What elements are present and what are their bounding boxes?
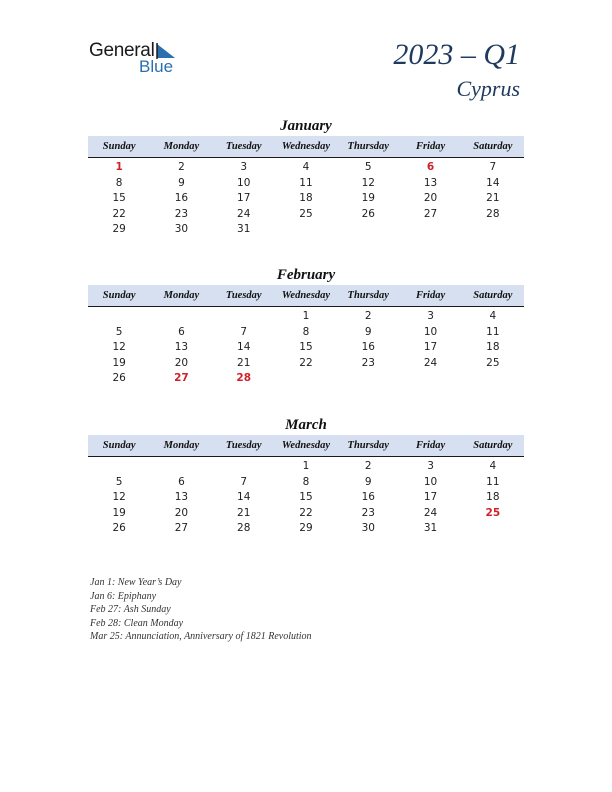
day-cell: 3	[240, 161, 248, 173]
day-cell: 7	[240, 325, 248, 338]
week-row	[88, 521, 524, 537]
day-cell: 5	[115, 475, 123, 488]
weekday-label: Sunday	[102, 440, 136, 451]
day-cell: 27	[174, 522, 189, 534]
day-cell: 20	[174, 356, 189, 369]
day-cell: 19	[112, 506, 126, 519]
day-cell: 30	[174, 223, 189, 235]
weekday-label: Wednesday	[281, 290, 331, 301]
day-cell: 24	[423, 506, 438, 519]
day-cell: 17	[423, 341, 438, 353]
page-title: 2023 – Q1	[393, 38, 520, 71]
day-cell: 20	[174, 506, 189, 519]
week-row	[88, 222, 524, 238]
day-cell: 28	[237, 522, 251, 534]
empty-day-cell	[462, 222, 524, 238]
day-cell: 20	[423, 192, 438, 204]
day-cell: 15	[112, 192, 126, 204]
day-cell: 25	[486, 356, 500, 369]
empty-day-cell	[275, 371, 337, 387]
day-cell: 5	[364, 161, 372, 173]
day-cell: 14	[237, 341, 251, 353]
week-row	[88, 191, 524, 207]
weekday-label: Saturday	[473, 290, 513, 301]
day-cell: 16	[174, 192, 189, 204]
month-february	[88, 265, 524, 387]
week-row	[88, 160, 524, 176]
day-cell: 19	[112, 356, 126, 369]
day-cell: 18	[486, 341, 500, 353]
week-row	[88, 207, 524, 223]
weekday-label: Wednesday	[281, 440, 331, 451]
day-cell: 14	[486, 176, 500, 189]
holiday-notes	[90, 576, 312, 644]
day-cell: 21	[237, 356, 251, 369]
day-cell: 15	[299, 491, 313, 503]
logo-text-blue: Blue	[139, 57, 174, 76]
day-cell: 9	[364, 475, 372, 488]
day-cell: 16	[361, 341, 375, 353]
day-cell: 12	[112, 491, 126, 503]
day-cell: 14	[237, 491, 251, 503]
day-cell: 18	[486, 491, 500, 503]
day-cell: 17	[423, 491, 438, 503]
day-cell: 11	[299, 176, 313, 189]
day-cell: 7	[489, 161, 497, 173]
day-cell: 6	[426, 161, 435, 173]
day-cell: 28	[486, 207, 500, 220]
week-row	[88, 371, 524, 387]
day-cell: 22	[299, 506, 313, 519]
day-cell: 7	[240, 475, 248, 488]
day-cell: 8	[115, 176, 123, 189]
holiday-note: Feb 27: Ash Sunday	[90, 604, 171, 615]
day-cell: 8	[302, 325, 310, 338]
day-cell: 27	[423, 207, 438, 220]
day-cell: 22	[112, 207, 126, 220]
logo-text-general: General	[89, 40, 155, 61]
week-row	[88, 340, 524, 356]
empty-day-cell	[337, 371, 399, 387]
empty-day-cell	[213, 309, 275, 325]
empty-day-cell	[399, 371, 461, 387]
weekday-label: Wednesday	[281, 141, 331, 152]
weekday-label: Saturday	[473, 440, 513, 451]
day-cell: 9	[178, 176, 185, 189]
empty-day-cell	[88, 459, 150, 475]
week-row	[88, 176, 524, 192]
day-cell: 1	[302, 460, 310, 472]
day-cell: 2	[364, 310, 372, 322]
weeks	[88, 307, 524, 387]
day-cell: 18	[299, 192, 313, 204]
day-cell: 26	[112, 522, 126, 534]
day-cell: 21	[486, 192, 500, 204]
day-cell: 2	[364, 460, 372, 472]
empty-day-cell	[150, 309, 212, 325]
day-cell: 13	[174, 491, 189, 503]
day-cell: 23	[361, 356, 375, 369]
day-cell: 8	[302, 475, 310, 488]
weeks	[88, 158, 524, 238]
holiday-note: Jan 1: New Year’s Day	[90, 577, 182, 588]
day-cell: 11	[486, 475, 500, 488]
day-cell: 30	[361, 522, 375, 534]
day-cell: 12	[112, 341, 126, 353]
empty-day-cell	[462, 521, 524, 537]
day-cell: 31	[237, 223, 251, 235]
day-cell: 31	[423, 522, 438, 534]
day-cell: 10	[237, 176, 251, 189]
holiday-note: Feb 28: Clean Monday	[90, 617, 184, 629]
weeks	[88, 457, 524, 537]
day-cell: 25	[485, 506, 501, 519]
weekday-header	[88, 136, 524, 158]
weekday-header	[88, 285, 524, 307]
empty-day-cell	[213, 459, 275, 475]
weekday-label: Friday	[415, 141, 446, 152]
day-cell: 3	[427, 460, 434, 472]
day-cell: 4	[302, 161, 310, 173]
day-cell: 29	[299, 522, 313, 534]
weekday-label: Thursday	[347, 141, 389, 152]
weekday-label: Tuesday	[225, 290, 262, 301]
week-row	[88, 506, 524, 522]
day-cell: 17	[237, 192, 251, 204]
week-row	[88, 356, 524, 372]
day-cell: 15	[299, 341, 313, 353]
month-name: January	[280, 118, 332, 134]
day-cell: 28	[236, 372, 252, 384]
weekday-label: Monday	[163, 440, 200, 451]
day-cell: 10	[423, 325, 438, 338]
empty-day-cell	[337, 222, 399, 238]
day-cell: 10	[423, 475, 438, 488]
week-row	[88, 490, 524, 506]
empty-day-cell	[399, 222, 461, 238]
empty-day-cell	[275, 222, 337, 238]
weekday-label: Friday	[415, 440, 446, 451]
day-cell: 24	[237, 207, 251, 220]
weekday-label: Sunday	[102, 290, 136, 301]
day-cell: 27	[174, 372, 189, 384]
month-january	[88, 116, 524, 238]
day-cell: 9	[364, 325, 372, 338]
holiday-note: Mar 25: Annunciation, Anniversary of 1821 Revolution	[90, 631, 312, 642]
weekday-label: Monday	[163, 290, 200, 301]
day-cell: 1	[302, 310, 310, 322]
day-cell: 22	[299, 356, 313, 369]
day-cell: 13	[423, 176, 438, 189]
day-cell: 29	[112, 223, 126, 235]
day-cell: 25	[299, 207, 313, 220]
weekday-label: Saturday	[473, 141, 513, 152]
weekday-label: Thursday	[347, 440, 389, 451]
weekday-label: Tuesday	[225, 141, 262, 152]
day-cell: 23	[361, 506, 375, 519]
empty-day-cell	[88, 309, 150, 325]
week-row	[88, 475, 524, 491]
month-name: February	[276, 267, 336, 283]
month-name: March	[285, 417, 327, 433]
page-subtitle: Cyprus	[456, 76, 520, 101]
day-cell: 16	[361, 491, 375, 503]
weekday-label: Sunday	[102, 141, 136, 152]
weekday-label: Thursday	[347, 290, 389, 301]
month-march	[88, 415, 524, 537]
logo	[89, 40, 189, 80]
holiday-note: Jan 6: Epiphany	[90, 590, 157, 602]
week-row	[88, 459, 524, 475]
day-cell: 26	[361, 207, 375, 220]
weekday-header	[88, 435, 524, 457]
day-cell: 5	[115, 325, 123, 338]
day-cell: 3	[427, 310, 434, 322]
empty-day-cell	[462, 371, 524, 387]
day-cell: 19	[361, 192, 375, 204]
day-cell: 4	[489, 460, 497, 472]
day-cell: 6	[178, 475, 185, 488]
day-cell: 12	[361, 176, 375, 189]
weekday-label: Friday	[415, 290, 446, 301]
day-cell: 26	[112, 372, 126, 384]
day-cell: 4	[489, 310, 497, 322]
weekday-label: Monday	[163, 141, 200, 152]
day-cell: 6	[178, 325, 185, 338]
day-cell: 13	[174, 341, 189, 353]
week-row	[88, 309, 524, 325]
empty-day-cell	[150, 459, 212, 475]
day-cell: 2	[178, 161, 185, 173]
day-cell: 23	[174, 207, 189, 220]
day-cell: 1	[115, 161, 123, 173]
day-cell: 11	[486, 325, 500, 338]
day-cell: 21	[237, 506, 251, 519]
week-row	[88, 325, 524, 341]
day-cell: 24	[423, 356, 438, 369]
weekday-label: Tuesday	[225, 440, 262, 451]
